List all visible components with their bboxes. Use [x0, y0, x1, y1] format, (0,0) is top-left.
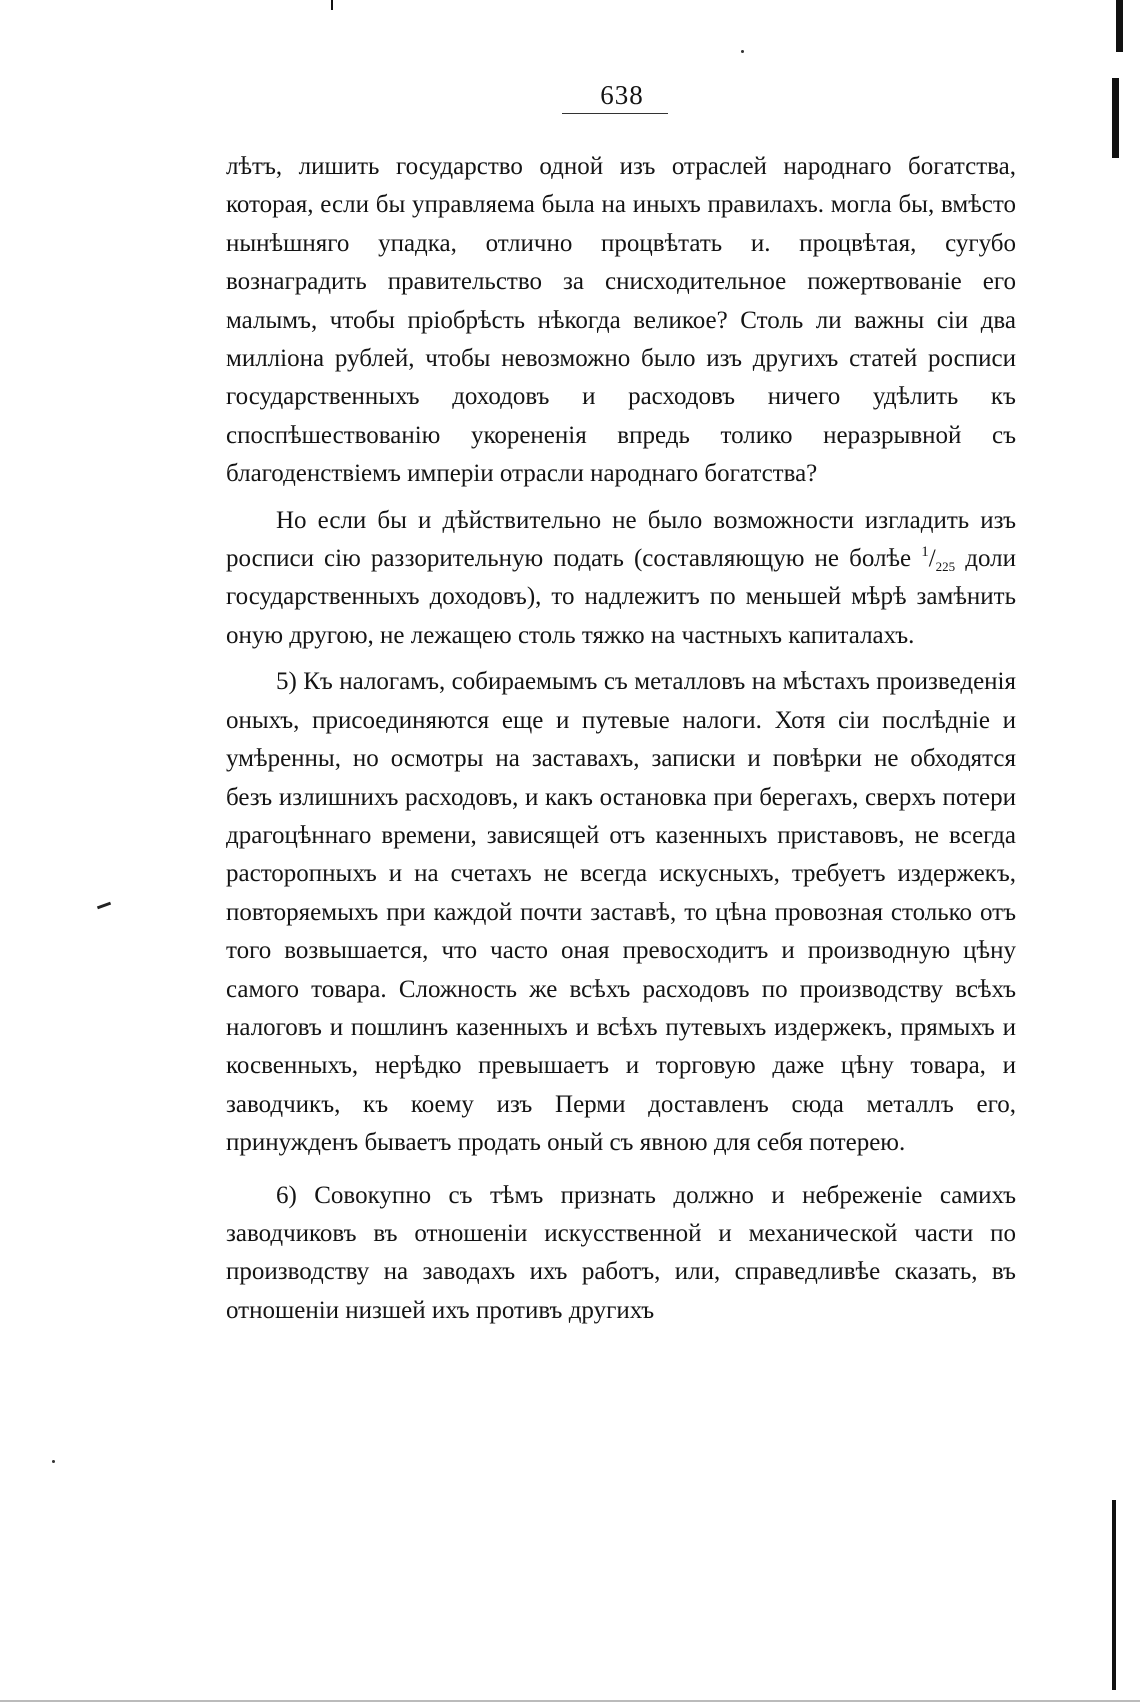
edge-mark-top-tick: [331, 0, 333, 10]
fraction-slash: /: [928, 545, 936, 573]
fraction-numerator: 1: [921, 544, 929, 561]
fraction: [921, 544, 956, 575]
body-text: [226, 148, 1016, 1330]
paragraph-4: 6) Совокупно съ тѣмъ признать должно и небреженіе самихъ заводчиковъ въ отношеніи искусственной и механической части по производству на заводахъ ихъ работъ, или, справедливѣе сказать, въ отношеніи низшей ихъ противъ другихъ: [226, 1181, 1016, 1324]
stray-dash-mark: [97, 902, 111, 910]
page-number-rule: [562, 113, 668, 114]
fraction-denominator: 225: [935, 559, 956, 575]
edge-mark-right-top: [1116, 0, 1123, 52]
stray-dot-mark: [52, 1460, 55, 1463]
paragraph-2: [226, 502, 1016, 656]
edge-mark-bottom-line: [0, 1700, 1140, 1702]
stray-dot-mark: [741, 50, 744, 53]
paragraph-2-text-after: доли государственныхъ доходовъ), то надлежитъ по меньшей мѣрѣ замѣнить оную другою, не лежащею столь тяжко на частныхъ капиталахъ.: [226, 545, 1016, 649]
page-number: 638: [600, 80, 644, 110]
edge-mark-right-mid: [1112, 78, 1119, 158]
paragraph-1: лѣтъ, лишить государство одной изъ отраслей народнаго богатства, которая, если бы управляема была на иныхъ правилахъ. могла бы, вмѣсто нынѣшняго упадка, отлично процвѣтать и. процвѣтая, сугубо вознаградить правительство за снисходительное пожертвованіе его малымъ, чтобы пріобрѣсть нѣкогда великое? Столь ли важны сіи два милліона рублей, чтобы невозможно было изъ другихъ статей росписи государственныхъ доходовъ и расходовъ ничего удѣлить къ споспѣшествованію укорененія впредь толико неразрывной съ благоденствіемъ имперіи отрасли народнаго богатства?: [226, 153, 1016, 488]
edge-mark-right-low: [1112, 1500, 1116, 1690]
paragraph-2-text-before: Но если бы и дѣйствительно не было возможности изгладить изъ росписи сію раззорительную подать (составляющую не болѣе: [226, 506, 1016, 573]
paragraph-3: 5) Къ налогамъ, собираемымъ съ металловъ на мѣстахъ произведенія оныхъ, присоединяются еще и путевые налоги. Хотя сіи послѣдніе и умѣренны, но осмотры на заставахъ, записки и повѣрки не обходятся безъ излишнихъ расходовъ, и какъ остановка при берегахъ, сверхъ потери драгоцѣннаго времени, зависящей отъ казенныхъ приставовъ, не всегда расторопныхъ и на счетахъ не всегда искусныхъ, требуетъ издержекъ, повторяемыхъ при каждой почти заставѣ, то цѣна провозная столько отъ того возвышается, что часто оная превосходитъ и производную цѣну самого товара. Сложность же всѣхъ расходовъ по производству всѣхъ налоговъ и пошлинъ казенныхъ и всѣхъ путевыхъ издержекъ, прямыхъ и косвенныхъ, нерѣдко превышаетъ и торговую даже цѣну товара, и заводчикъ, къ коему изъ Перми доставленъ сюда металлъ его, принужденъ бываетъ продать оный съ явною для себя потерею.: [226, 668, 1016, 1157]
